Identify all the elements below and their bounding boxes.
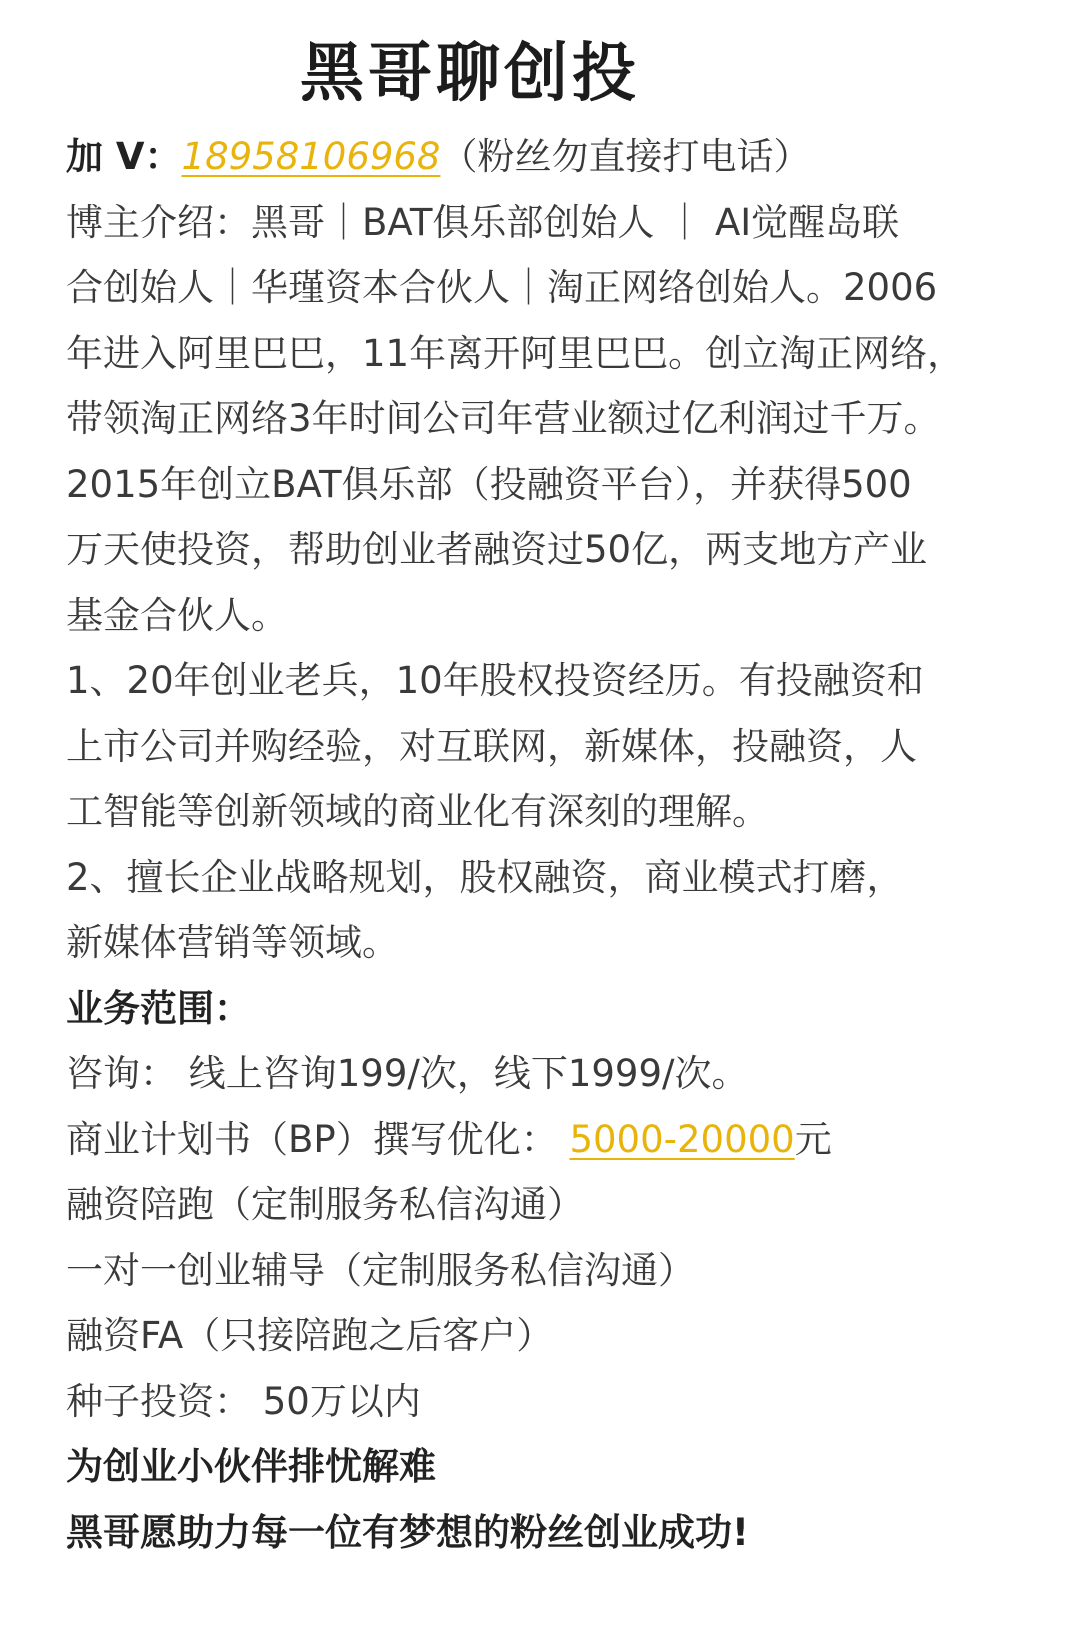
- service-bp-label: 商业计划书（BP）撰写优化：: [66, 1117, 570, 1161]
- contact-line: [66, 124, 1036, 190]
- experience-line: 工智能等创新领域的商业化有深刻的理解。: [66, 790, 769, 833]
- services-heading: 业务范围：: [66, 986, 251, 1030]
- service-item: 一对一创业辅导（定制服务私信沟通）: [66, 1248, 695, 1292]
- service-consult: 咨询： 线上咨询199/次，线下1999/次。: [66, 1052, 749, 1095]
- phone-number-link[interactable]: 18958106968: [181, 135, 441, 178]
- experience-line: 2、擅长企业战略规划，股权融资，商业模式打磨，: [66, 855, 904, 899]
- intro-line: 2015年创立BAT俱乐部（投融资平台），并获得500: [66, 462, 912, 506]
- service-item: 融资陪跑（定制服务私信沟通）: [66, 1183, 584, 1226]
- service-item: 融资FA（只接陪跑之后客户）: [66, 1314, 554, 1357]
- intro-line: 万天使投资，帮助创业者融资过50亿，两支地方产业: [66, 528, 928, 571]
- contact-prefix: 加 V：: [66, 135, 182, 178]
- service-bp-price: 5000-20000: [569, 1117, 795, 1161]
- document-body: [66, 124, 1036, 1565]
- intro-line: 年进入阿里巴巴，11年离开阿里巴巴。创立淘正网络，: [66, 331, 965, 375]
- experience-line: 上市公司并购经验，对互联网，新媒体，投融资，人: [66, 724, 917, 768]
- intro-line: 博主介绍：黑哥｜BAT俱乐部创始人 ｜ AI觉醒岛联: [66, 200, 900, 244]
- page-title: 黑哥聊创投: [300, 37, 640, 111]
- closing-line-1: 为创业小伙伴排忧解难: [66, 1445, 436, 1488]
- contact-note: （粉丝勿直接打电话）: [440, 135, 811, 178]
- service-bp: [66, 1107, 1036, 1173]
- intro-line: 合创始人｜华瑾资本合伙人｜淘正网络创始人。2006: [66, 266, 938, 309]
- intro-line: 基金合伙人。: [66, 593, 288, 637]
- experience-line: 1、20年创业老兵，10年股权投资经历。有投融资和: [66, 659, 924, 702]
- service-bp-unit: 元: [794, 1117, 832, 1161]
- service-item: 种子投资： 50万以内: [66, 1379, 421, 1423]
- closing-line-2: 黑哥愿助力每一位有梦想的粉丝创业成功!: [66, 1510, 749, 1554]
- intro-line: 带领淘正网络3年时间公司年营业额过亿利润过千万。: [66, 397, 941, 440]
- experience-line: 新媒体营销等领域。: [66, 921, 399, 964]
